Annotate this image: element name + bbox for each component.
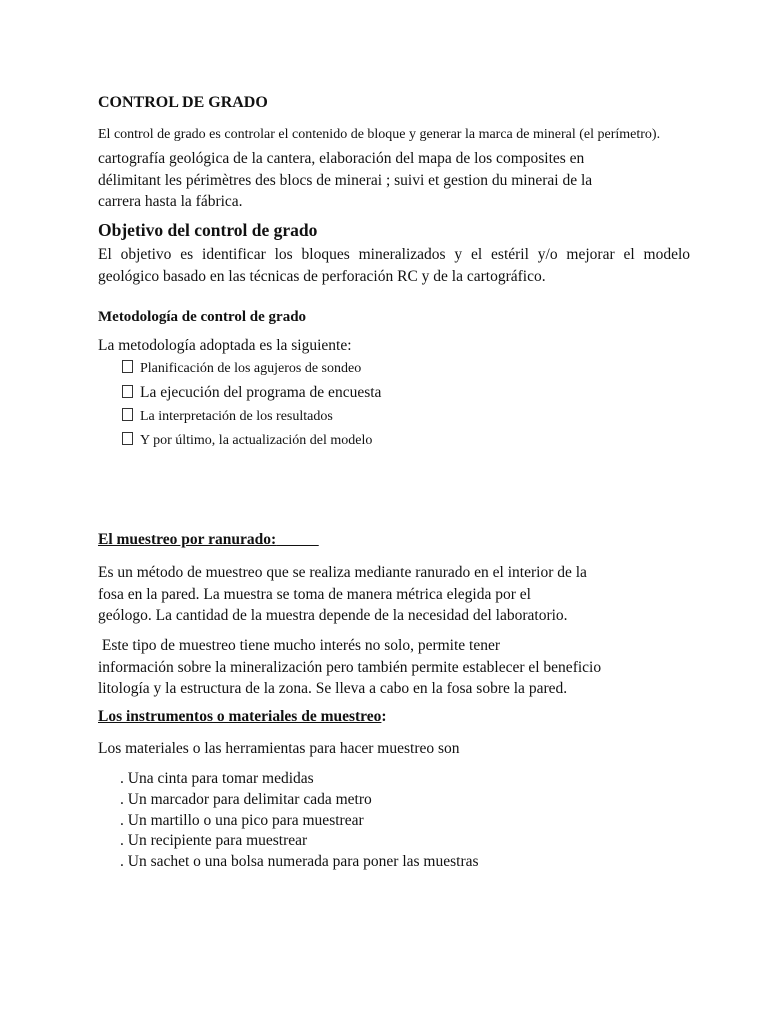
intro-paragraph	[98, 148, 690, 213]
instruments-heading-colon: :	[381, 708, 387, 725]
list-item: . Un marcador para delimitar cada metro	[120, 790, 372, 808]
step-label: La interpretación de los resultados	[140, 409, 333, 424]
list-item	[122, 381, 381, 405]
list-item: . Un martillo o una pico para muestrear	[120, 811, 364, 829]
checkbox-glyph-icon	[122, 385, 133, 398]
intro-line: cartografía geológica de la cantera, elaboración del mapa de los composites en	[98, 150, 585, 167]
methodology-steps-list	[122, 357, 381, 453]
instruments-heading-text: Los instrumentos o materiales de muestreo	[98, 708, 382, 725]
paragraph-line: Este tipo de muestreo tiene mucho interés no solo, permite tener	[98, 637, 501, 654]
page-title: CONTROL DE GRADO	[98, 94, 268, 111]
paragraph-line: información sobre la mineralización pero también permite establecer el beneficio	[98, 658, 602, 676]
paragraph-line: litología y la estructura de la zona. Se lleva a cabo en la fosa sobre la pared.	[98, 680, 568, 697]
instruments-intro: Los materiales o las herramientas para hacer muestreo son	[98, 740, 460, 757]
sampling-paragraph-1	[98, 562, 690, 627]
instruments-heading	[98, 708, 690, 726]
sampling-paragraph-2	[98, 635, 690, 700]
checkbox-glyph-icon	[122, 408, 133, 421]
list-item	[122, 429, 381, 453]
checkbox-glyph-icon	[122, 360, 133, 373]
paragraph-line: geólogo. La cantidad de la muestra depende de la necesidad del laboratorio.	[98, 607, 568, 624]
intro-line: délimitant les périmètres des blocs de minerai ; suivi et gestion du minerai de la	[98, 171, 593, 189]
list-item	[122, 357, 381, 381]
intro-small-text: El control de grado es controlar el contenido de bloque y generar la marca de mineral (el perímetro).	[98, 127, 661, 142]
step-label: Planificación de los agujeros de sondeo	[140, 361, 362, 376]
methodology-heading: Metodología de control de grado	[98, 309, 307, 325]
list-item: . Una cinta para tomar medidas	[120, 770, 314, 787]
list-item: . Un recipiente para muestrear	[120, 832, 308, 850]
checkbox-glyph-icon	[122, 432, 133, 445]
list-item: . Un sachet o una bolsa numerada para poner las muestras	[120, 853, 479, 871]
objective-heading: Objetivo del control de grado	[98, 220, 318, 240]
intro-line: carrera hasta la fábrica.	[98, 193, 243, 210]
step-label: La ejecución del programa de encuesta	[140, 384, 382, 401]
paragraph-line: Es un método de muestreo que se realiza mediante ranurado en el interior de la	[98, 564, 587, 581]
step-label: Y por último, la actualización del modelo	[140, 433, 373, 448]
sampling-heading-text: El muestreo por ranurado:	[98, 531, 277, 548]
objective-paragraph: El objetivo es identificar los bloques mineralizados y el estéril y/o mejorar el modelo geológico basado en las técnicas de perforación RC y de la cartográfico.	[98, 246, 690, 285]
sampling-heading	[98, 531, 690, 549]
paragraph-line: fosa en la pared. La muestra se toma de manera métrica elegida por el	[98, 585, 531, 603]
list-item	[122, 405, 381, 429]
materials-list	[120, 769, 479, 873]
methodology-intro: La metodología adoptada es la siguiente:	[98, 337, 352, 354]
